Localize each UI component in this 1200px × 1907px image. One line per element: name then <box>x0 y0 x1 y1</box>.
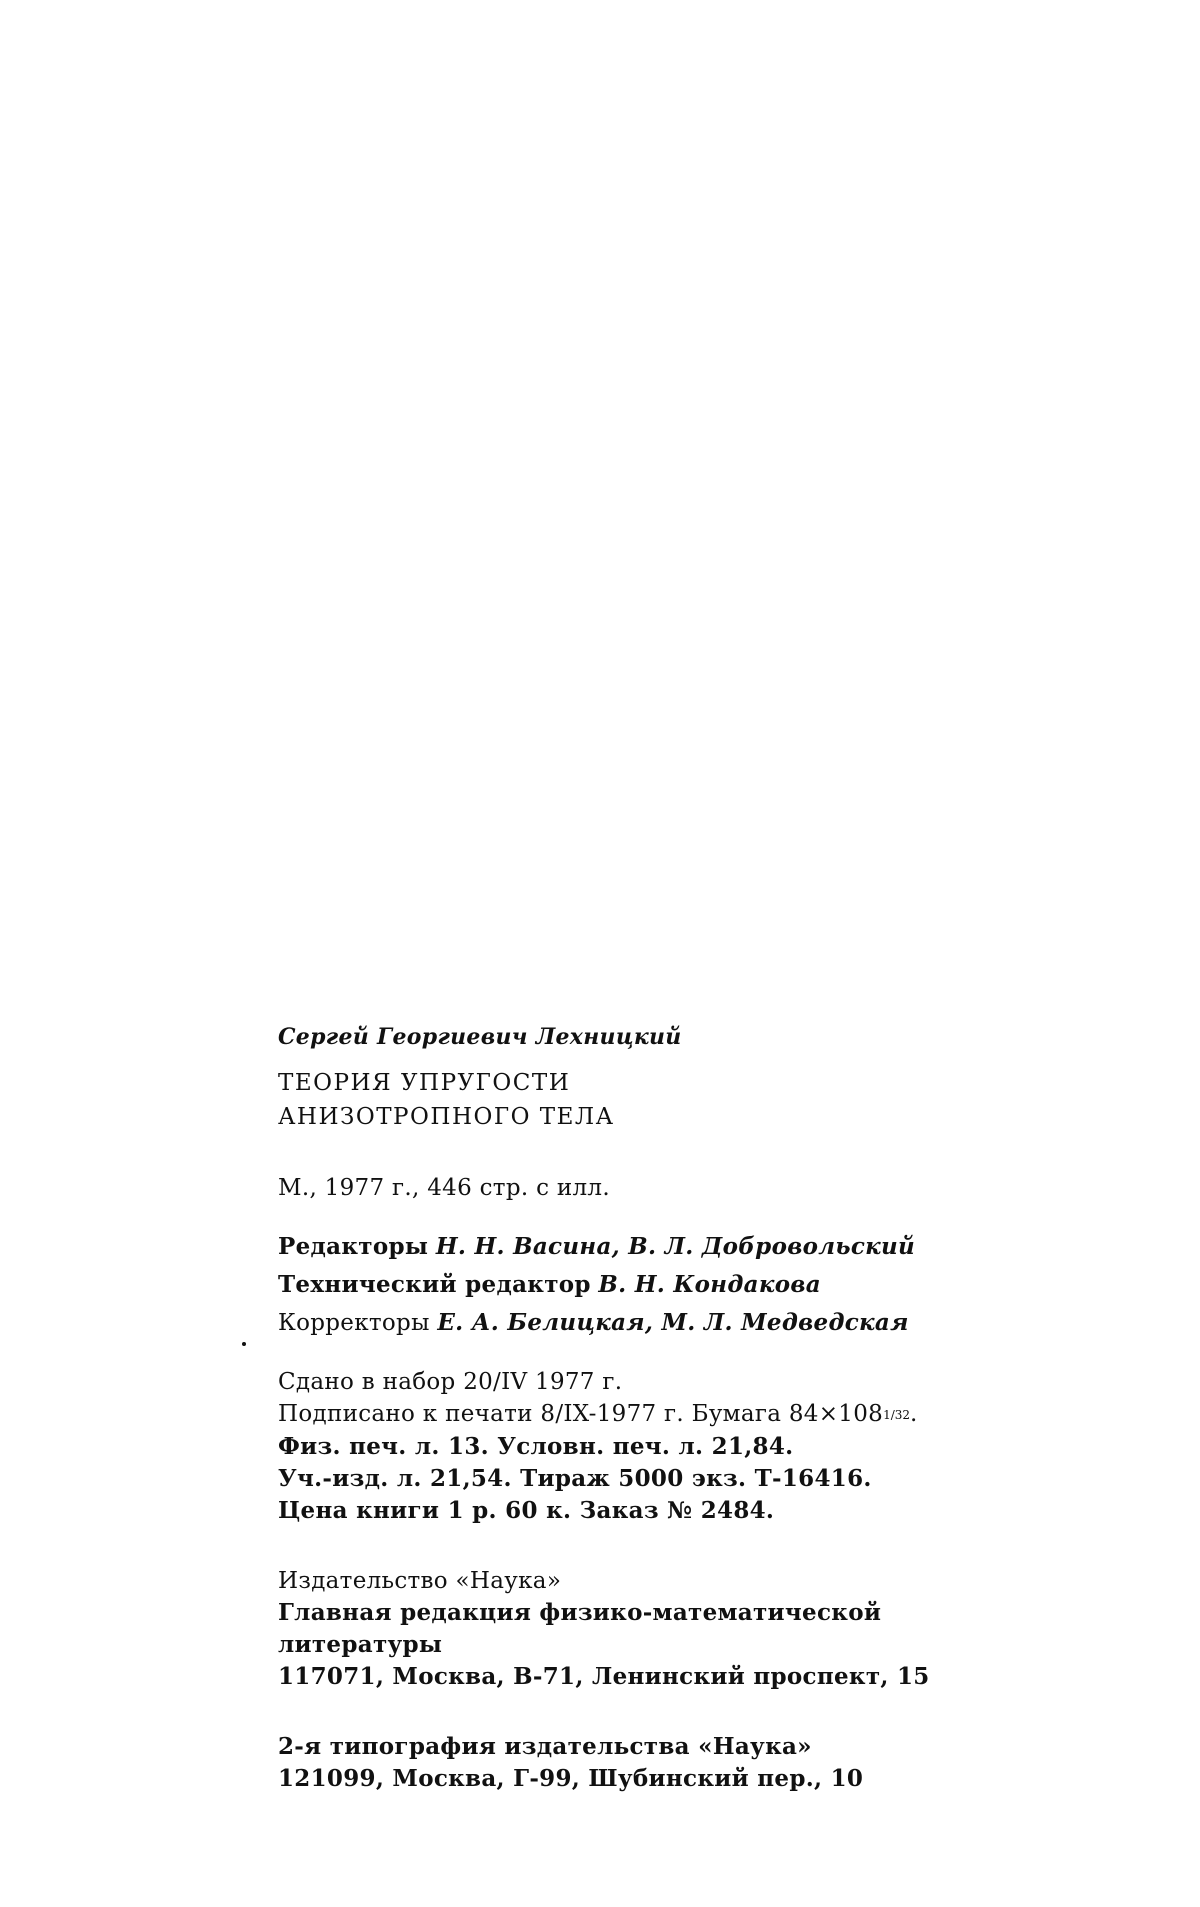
signed-suffix: . <box>910 1401 918 1427</box>
book-title-line-2: АНИЗОТРОПНОГО ТЕЛА <box>278 1104 615 1130</box>
publisher-division-line-2: литературы <box>278 1631 443 1658</box>
sheets-info: Физ. печ. л. 13. Условн. печ. л. 21,84. <box>278 1433 794 1460</box>
tech-editor-name: В. Н. Кондакова <box>598 1271 821 1298</box>
paper-fraction: 1/32 <box>883 1408 911 1422</box>
author-name: Сергей Георгиевич Лехницкий <box>278 1024 682 1050</box>
editors-label: Редакторы <box>278 1233 429 1260</box>
signed-text: Подписано к печати 8/IX-1977 г. Бумага 84×108 <box>278 1401 884 1427</box>
printer-address: 121099, Москва, Г-99, Шубинский пер., 10 <box>278 1765 864 1792</box>
imprint-block <box>278 1022 978 1795</box>
print-run-info: Уч.-изд. л. 21,54. Тираж 5000 экз. Т-16416. <box>278 1465 872 1492</box>
stray-dot-mark <box>242 1342 246 1346</box>
book-title-line-1: ТЕОРИЯ УПРУГОСТИ <box>278 1070 571 1096</box>
submitted-date: Сдано в набор 20/IV 1977 г. <box>278 1369 623 1395</box>
printer-name: 2-я типография издательства «Наука» <box>278 1733 812 1760</box>
price-order-info: Цена книги 1 р. 60 к. Заказ № 2484. <box>278 1497 775 1524</box>
tech-editor-line <box>278 1266 978 1304</box>
proofreaders-line <box>278 1304 978 1342</box>
editors-names: Н. Н. Васина, В. Л. Добровольский <box>435 1233 916 1260</box>
tech-editor-label: Технический редактор <box>278 1271 591 1298</box>
proofreaders-names: Е. А. Белицкая, М. Л. Медведская <box>437 1309 909 1336</box>
signed-for-print <box>278 1398 978 1431</box>
publisher-address: 117071, Москва, В-71, Ленинский проспект, 15 <box>278 1663 930 1690</box>
publisher-division-line-1: Главная редакция физико-математической <box>278 1599 882 1626</box>
publication-info: М., 1977 г., 446 стр. с илл. <box>278 1175 610 1201</box>
publisher-name: Издательство «Наука» <box>278 1568 562 1594</box>
proofreaders-label: Корректоры <box>278 1310 430 1336</box>
editors-line <box>278 1228 978 1266</box>
